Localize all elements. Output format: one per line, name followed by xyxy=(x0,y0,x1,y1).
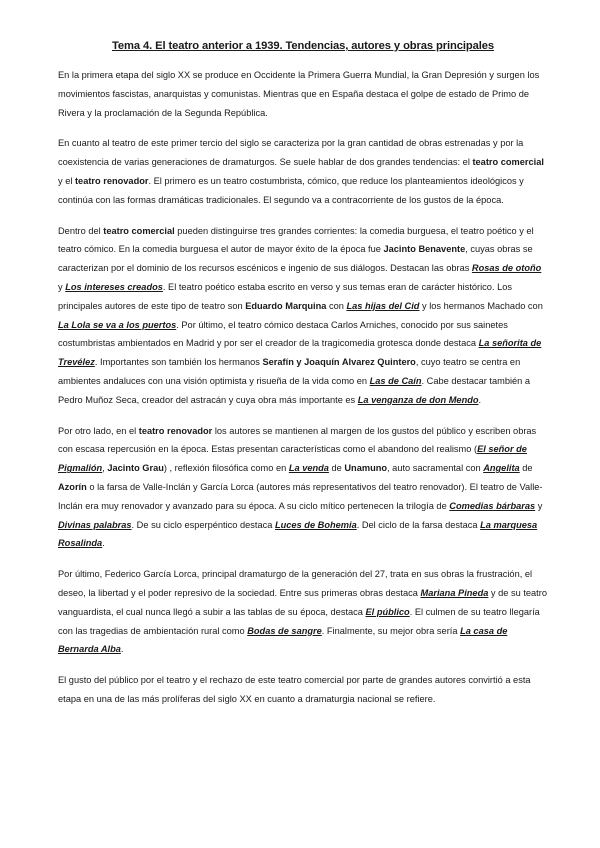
text-run: . De su ciclo esperpéntico destaca xyxy=(131,519,275,530)
paragraph xyxy=(58,671,548,709)
text-run: . El culmen de su teatro llegaría con las tragedias de ambientación rural como xyxy=(58,606,540,636)
work-title: La casa de Bernarda Alba xyxy=(58,625,508,655)
paragraph xyxy=(58,134,548,209)
text-run: Dentro del xyxy=(58,225,104,236)
text-run: y los hermanos Machado con xyxy=(419,300,543,311)
text-run: y xyxy=(535,500,543,511)
emphasis-term: Azorín xyxy=(58,481,87,492)
text-run: de xyxy=(519,463,533,474)
work-title: Divinas palabras xyxy=(58,519,132,530)
work-title: Bodas de sangre xyxy=(247,625,322,636)
work-title: Mariana Pineda xyxy=(420,587,489,598)
text-run: , cuyas obras se caracterizan por el dominio de los recursos escénicos e ingenio de sus diálogos. Destacan las obras xyxy=(58,244,533,274)
work-title: Comedias bárbaras xyxy=(449,500,536,511)
text-run: . Del ciclo de la farsa destaca xyxy=(356,519,481,530)
work-title: La venda xyxy=(288,463,329,474)
work-title: La señorita de Trevélez xyxy=(58,338,542,368)
paragraph xyxy=(58,565,548,659)
text-run: y de su teatro vanguardista, el cual nunca llegó a subir a las tablas de su época, destaca xyxy=(58,587,547,617)
work-title: Rosas de otoño xyxy=(471,263,542,274)
text-run: . Finalmente, su mejor obra sería xyxy=(321,625,461,636)
text-run: o la farsa de Valle-Inclán y García Lorca (autores más representativos del teatro renovador). El teatro de Valle-Inclán era muy renovador y avanzado para su época. A su ciclo mítico pertenecen la trilogía de xyxy=(58,481,543,511)
text-run: y el xyxy=(58,175,75,186)
text-run: . Importantes son también los hermanos xyxy=(94,357,263,368)
work-title: Angelita xyxy=(483,463,520,474)
work-title: La venganza de don Mendo xyxy=(357,394,479,405)
text-run: En la primera etapa del siglo XX se produce en Occidente la Primera Guerra Mundial, la Gran Depresión y surgen los movimientos fascistas, anarquistas y comunistas. Mientras que en España destaca el golpe de estado de Primo de Rivera y la proclamación de la Segunda República. xyxy=(58,70,540,118)
text-run: . Por último, el teatro cómico destaca Carlos Arniches, conocido por sus sainetes costumbristas ambientados en Madrid y por ser el creador de la tragicomedia grotesca donde destaca xyxy=(58,319,508,349)
text-run: . El teatro poético estaba escrito en verso y sus temas eran de carácter histórico. Los principales autores de este tipo de teatro son xyxy=(58,281,512,311)
emphasis-term: Serafín y Joaquín Alvarez Quintero xyxy=(262,357,416,368)
text-run: pueden distinguirse tres grandes corrientes: la comedia burguesa, el teatro poético y el teatro cómico. En la comedia burguesa el autor de mayor éxito de la época fue xyxy=(58,225,534,255)
work-title: Las hijas del Cid xyxy=(346,300,420,311)
document-body xyxy=(58,66,548,709)
text-run: con xyxy=(326,300,347,311)
text-run: En cuanto al teatro de este primer tercio del siglo se caracteriza por la gran cantidad de obras estrenadas y por la coexistencia de varias generaciones de dramaturgos. Se suele hablar de dos grandes tendencias: el xyxy=(58,138,524,168)
emphasis-term: Unamuno xyxy=(344,463,388,474)
work-title: La marquesa Rosalinda xyxy=(58,519,538,549)
text-run: . Cabe destacar también a Pedro Muñoz Seca, creador del astracán y cuya obra más importante es xyxy=(58,375,531,405)
work-title: Los intereses creados xyxy=(65,281,163,292)
paragraph xyxy=(58,66,548,122)
text-run: El gusto del público por el teatro y el rechazo de este teatro comercial por parte de grandes autores convirtió a esta etapa en una de las más prolíferas del siglo XX en cuanto a dramaturgia nacional se refiere. xyxy=(58,675,531,704)
text-run: y xyxy=(58,281,66,292)
work-title: Luces de Bohemia xyxy=(274,519,357,530)
text-run: . El primero es un teatro costumbrista, cómico, que reduce los planteamientos ideológicos y continúa con las formas dramáticas tradicionales. El segundo va a contracorriente de los gustos de la época. xyxy=(58,175,524,205)
emphasis-term: teatro renovador xyxy=(138,425,213,436)
page-title: Tema 4. El teatro anterior a 1939. Tendencias, autores y obras principales xyxy=(111,40,495,52)
emphasis-term: teatro comercial xyxy=(472,157,544,168)
work-title: La Lola se va a los puertos xyxy=(58,319,177,330)
paragraph xyxy=(58,222,548,410)
text-run: , auto sacramental con xyxy=(387,463,484,474)
text-run: , cuyo teatro se centra en ambientes andaluces con una visión optimista y risueña de la vida como en xyxy=(58,357,521,386)
emphasis-term: Jacinto Benavente xyxy=(383,244,466,255)
work-title: El público xyxy=(365,606,410,617)
text-run: , xyxy=(102,463,108,474)
work-title: El señor de Pigmalión xyxy=(58,444,527,474)
emphasis-term: teatro renovador xyxy=(74,175,149,186)
text-run: Por último, Federico García Lorca, principal dramaturgo de la generación del 27, trata en sus obras la frustración, el deseo, la libertad y el poder represivo de la sociedad. Entre sus primeras obras destaca xyxy=(58,569,533,598)
text-run: ) , reflexión filosófica como en xyxy=(163,463,289,474)
emphasis-term: Eduardo Marquina xyxy=(245,300,327,311)
text-run: Por otro lado, en el xyxy=(58,425,139,436)
paragraph xyxy=(58,422,548,554)
work-title: Las de Caín xyxy=(369,375,422,386)
emphasis-term: teatro comercial xyxy=(103,225,175,236)
emphasis-term: Jacinto Grau xyxy=(107,463,164,474)
text-run: los autores se mantienen al margen de los gustos del público y escriben obras con escasa repercusión en la época. Estas presentan características como el abandono del realismo ( xyxy=(58,425,537,455)
text-run: . xyxy=(120,644,124,655)
text-run: . xyxy=(102,538,105,549)
text-run: de xyxy=(328,463,345,474)
text-run: . xyxy=(478,394,482,405)
